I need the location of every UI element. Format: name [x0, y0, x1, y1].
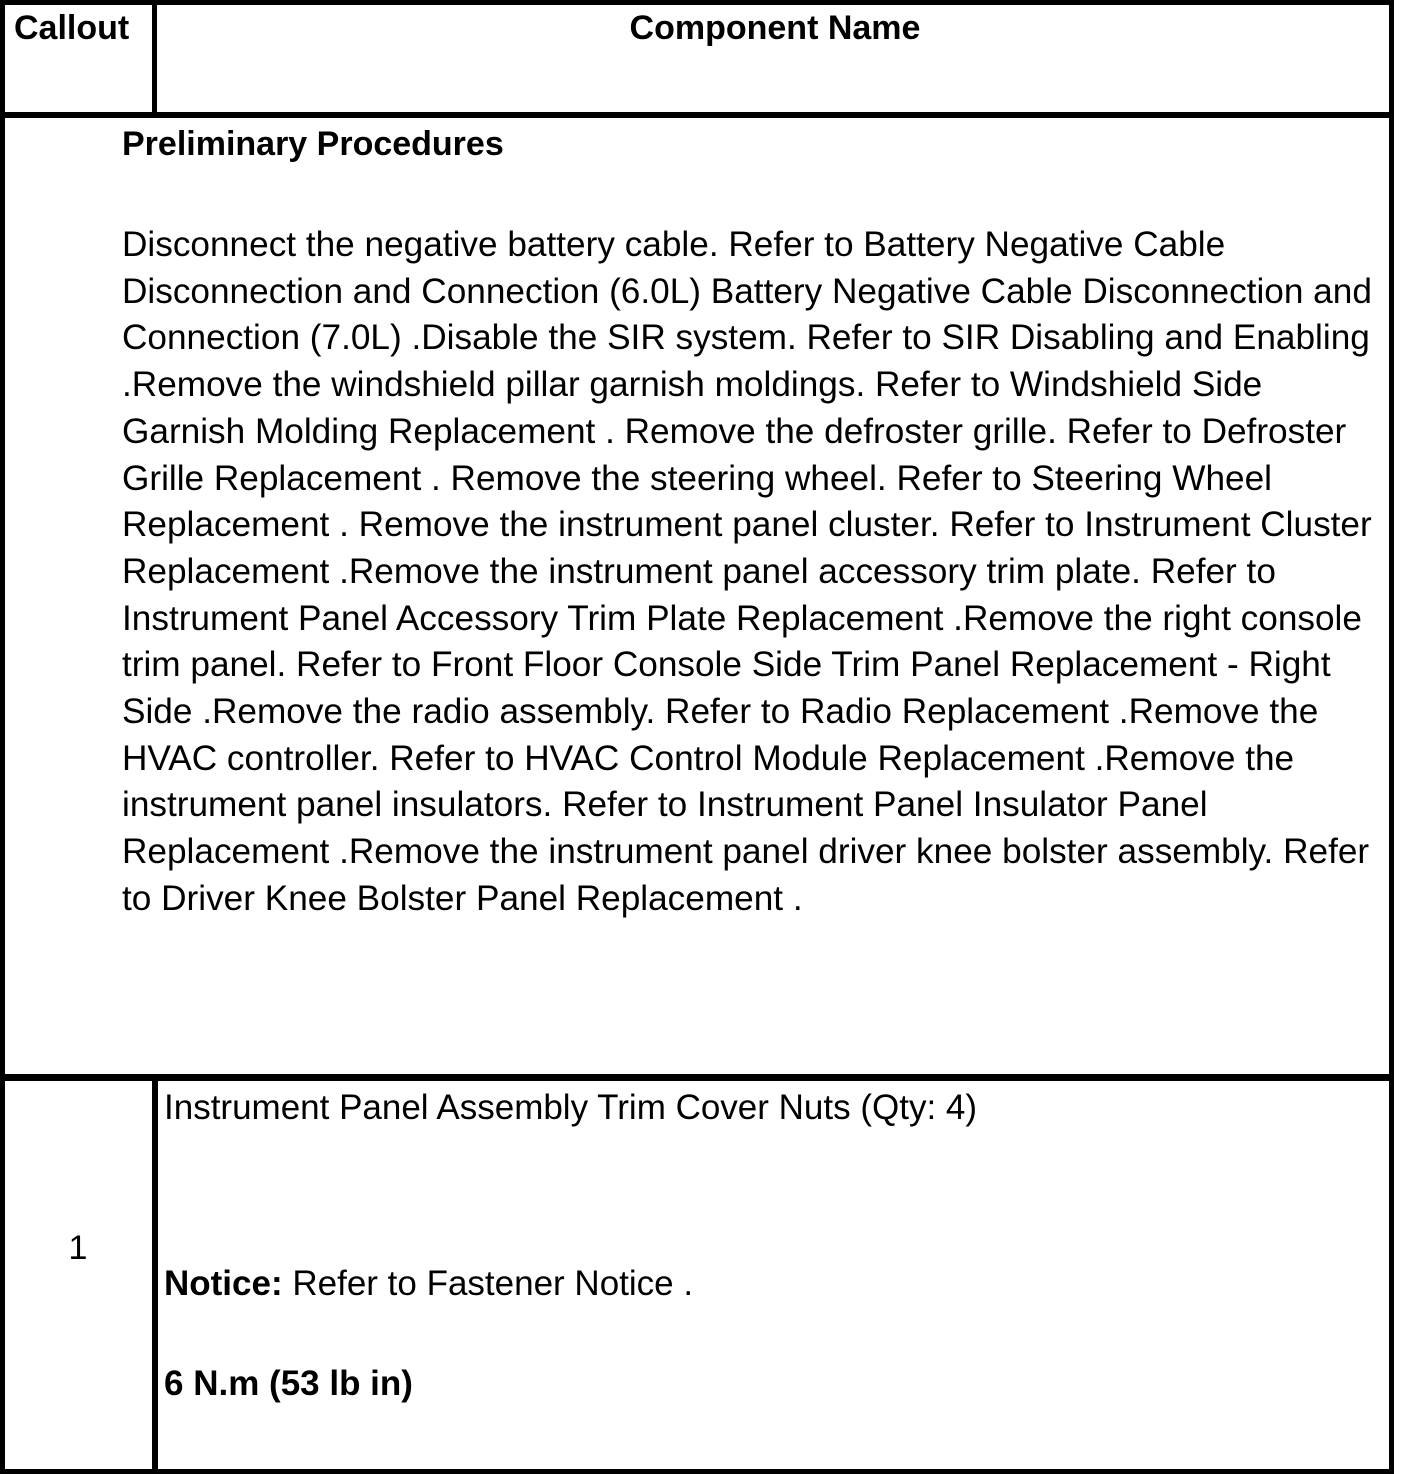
header-column-divider — [152, 0, 157, 116]
table-row-callout-number: 1 — [68, 1229, 88, 1267]
preliminary-procedures-body: Disconnect the negative battery cable. Refer to Battery Negative Cable Disconnection and Connection (6.0L) Battery Negative Cable Disconnection and Connection (7.0L) .Disable the SIR system. Refer to SIR Disabling and Enabling .Remove the windshield pillar garnish moldings. Refer to Windshield Side Garnish Molding Replacement . Remove the defroster grille. Refer to Defroster Grille Replacement . Remove the steering wheel. Refer to Steering Wheel Replacement . Remove the instrument panel cluster. Refer to Instrument Cluster Replacement .Remove the instrument panel accessory trim plate. Refer to Instrument Panel Accessory Trim Plate Replacement .Remove the right console trim panel. Refer to Front Floor Console Side Trim Panel Replacement - Right Side .Remove the radio assembly. Refer to Radio Replacement .Remove the HVAC controller. Refer to HVAC Control Module Replacement .Remove the instrument panel insulators. Refer to Instrument Panel Insulator Panel Replacement .Remove the instrument panel driver knee bolster assembly. Refer to Driver Knee Bolster Panel Replacement . — [122, 225, 1372, 918]
table-border-bottom — [0, 1469, 1394, 1474]
table-row-torque-spec: 6 N.m (53 lb in) — [164, 1364, 413, 1403]
table-border-top — [0, 0, 1394, 5]
table-row-component-name: Instrument Panel Assembly Trim Cover Nuts (Qty: 4) — [164, 1088, 978, 1127]
item-column-divider — [152, 1077, 158, 1474]
notice-text: Refer to Fastener Notice . — [282, 1264, 694, 1303]
preliminary-procedures-title: Preliminary Procedures — [122, 125, 504, 163]
preliminary-row-divider — [0, 1074, 1394, 1081]
table-row-notice — [164, 1264, 693, 1304]
notice-label: Notice: — [164, 1264, 283, 1303]
callout-column-header: Callout — [14, 9, 130, 47]
table-border-right — [1389, 0, 1394, 1474]
header-row-divider — [0, 112, 1394, 118]
component-name-column-header: Component Name — [629, 9, 921, 47]
